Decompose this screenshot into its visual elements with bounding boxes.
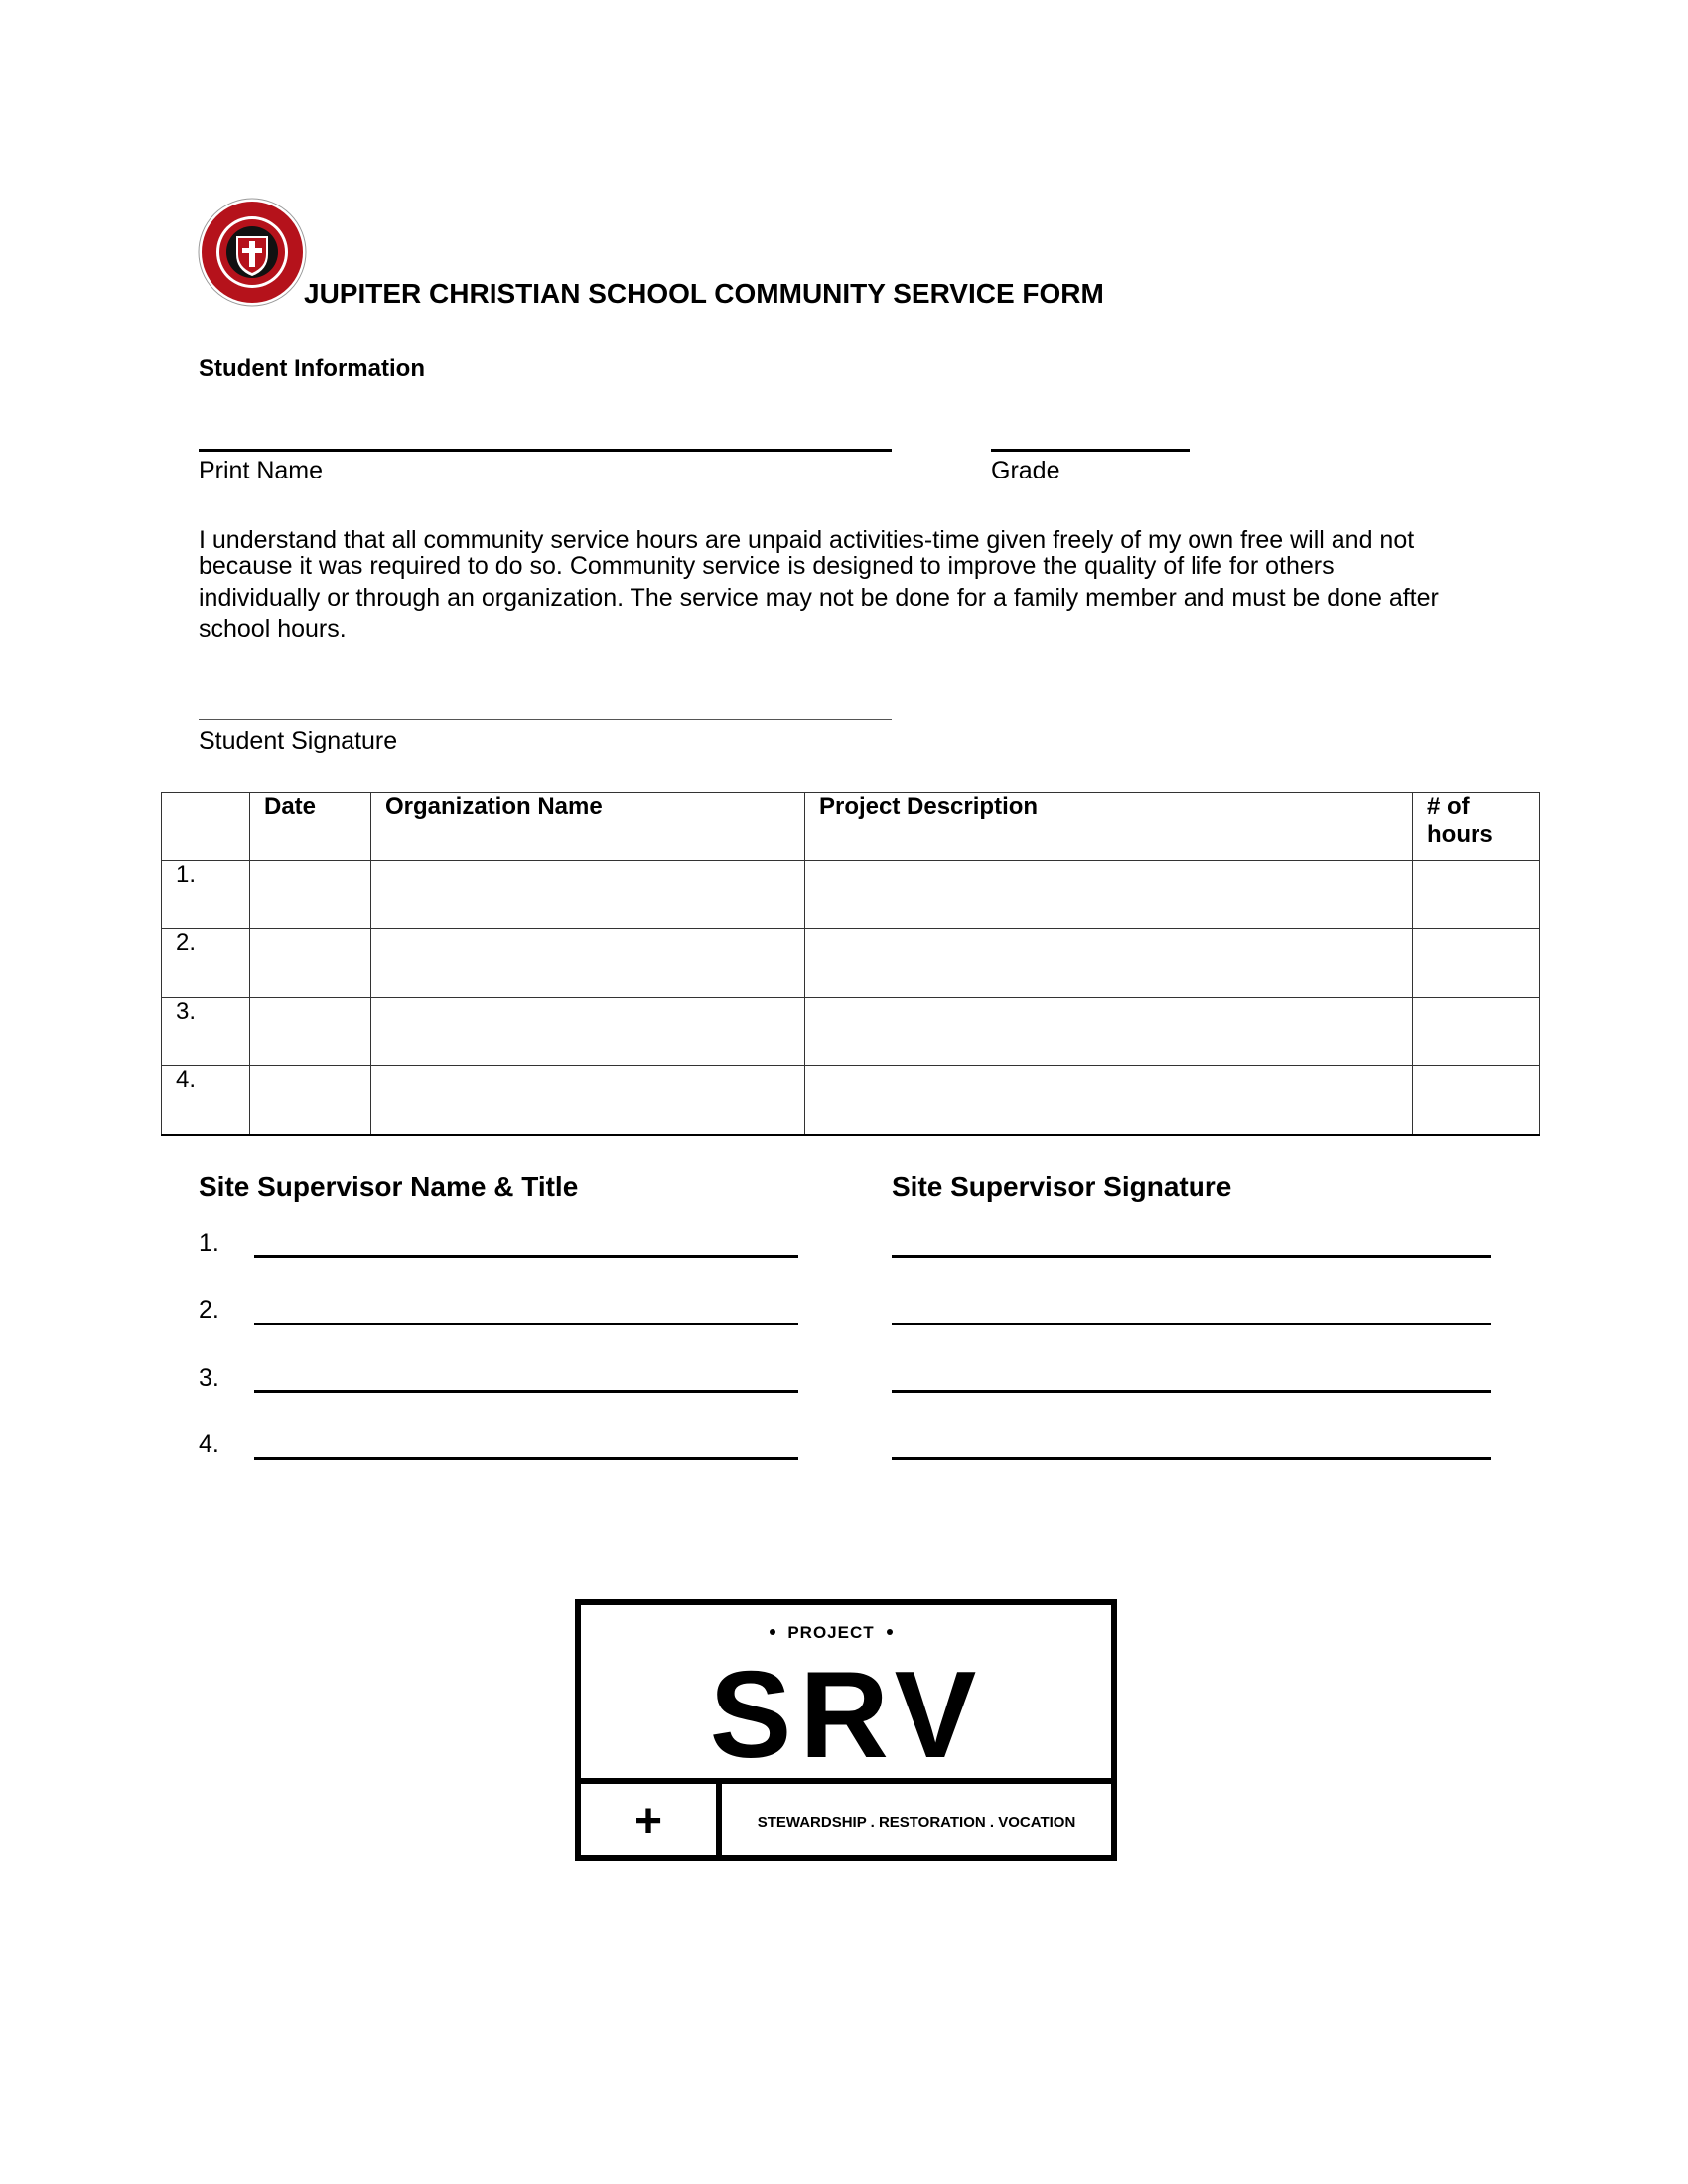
row-number: 4. [162,1066,250,1135]
supervisor-signature-heading: Site Supervisor Signature [892,1171,1232,1202]
statement-line: school hours. [199,615,347,643]
statement-line: because it was required to do so. Community service is designed to improve the quality of life for others [199,552,1335,580]
organization-cell[interactable] [371,998,805,1066]
supervisor-name-title-heading: Site Supervisor Name & Title [199,1171,579,1202]
supervisor-name-line-3[interactable] [254,1390,798,1393]
project-srv-logo [574,1598,1118,1862]
header-cell-description: Project Description [805,793,1413,861]
logo-tagline: STEWARDSHIP . RESTORATION . VOCATION [757,1814,1076,1831]
description-cell[interactable] [805,929,1413,998]
header-cell-number [162,793,250,861]
date-cell[interactable] [250,929,371,998]
service-log-table [161,792,1540,1136]
supervisor-row-number: 1. [199,1229,219,1257]
grade-label: Grade [991,457,1060,484]
hours-cell[interactable] [1413,1066,1540,1135]
supervisor-signature-line-1[interactable] [892,1255,1491,1258]
supervisor-signature-line-3[interactable] [892,1390,1491,1393]
supervisor-signature-line-4[interactable] [892,1457,1491,1460]
description-cell[interactable] [805,1066,1413,1135]
statement-line: individually or through an organization. The service may not be done for a family member and must be done after [199,584,1439,612]
table-row [162,861,1540,929]
header-cell-hours: # of hours [1413,793,1540,861]
supervisor-row-number: 4. [199,1431,219,1458]
header-cell-date: Date [250,793,371,861]
header-cell-organization: Organization Name [371,793,805,861]
supervisor-row-number: 3. [199,1364,219,1392]
grade-line[interactable] [991,449,1190,452]
date-cell[interactable] [250,998,371,1066]
hours-cell[interactable] [1413,998,1540,1066]
organization-cell[interactable] [371,861,805,929]
row-number: 2. [162,929,250,998]
logo-plus-icon: + [633,1795,663,1847]
table-row [162,998,1540,1066]
student-signature-label: Student Signature [199,727,398,754]
date-cell[interactable] [250,861,371,929]
organization-cell[interactable] [371,929,805,998]
logo-srv-text: SRV [709,1647,985,1784]
supervisor-name-line-2[interactable] [254,1323,798,1325]
statement-line: I understand that all community service hours are unpaid activities-time given freely of my own free will and not [199,526,1415,554]
organization-cell[interactable] [371,1066,805,1135]
school-seal-logo [197,197,308,308]
table-row [162,929,1540,998]
form-title: JUPITER CHRISTIAN SCHOOL COMMUNITY SERVICE FORM [304,278,1104,309]
hours-cell[interactable] [1413,861,1540,929]
student-signature-line[interactable] [199,719,892,720]
date-cell[interactable] [250,1066,371,1135]
supervisor-name-line-4[interactable] [254,1457,798,1460]
service-statement [199,524,1489,645]
table-row [162,1066,1540,1135]
supervisor-row-number: 2. [199,1297,219,1324]
table-header-row [162,793,1540,861]
logo-project-text: PROJECT [787,1623,875,1642]
row-number: 3. [162,998,250,1066]
row-number: 1. [162,861,250,929]
description-cell[interactable] [805,861,1413,929]
student-information-heading: Student Information [199,355,425,382]
supervisor-name-line-1[interactable] [254,1255,798,1258]
description-cell[interactable] [805,998,1413,1066]
print-name-line[interactable] [199,449,892,452]
hours-cell[interactable] [1413,929,1540,998]
print-name-label: Print Name [199,457,324,484]
supervisor-signature-line-2[interactable] [892,1323,1491,1325]
